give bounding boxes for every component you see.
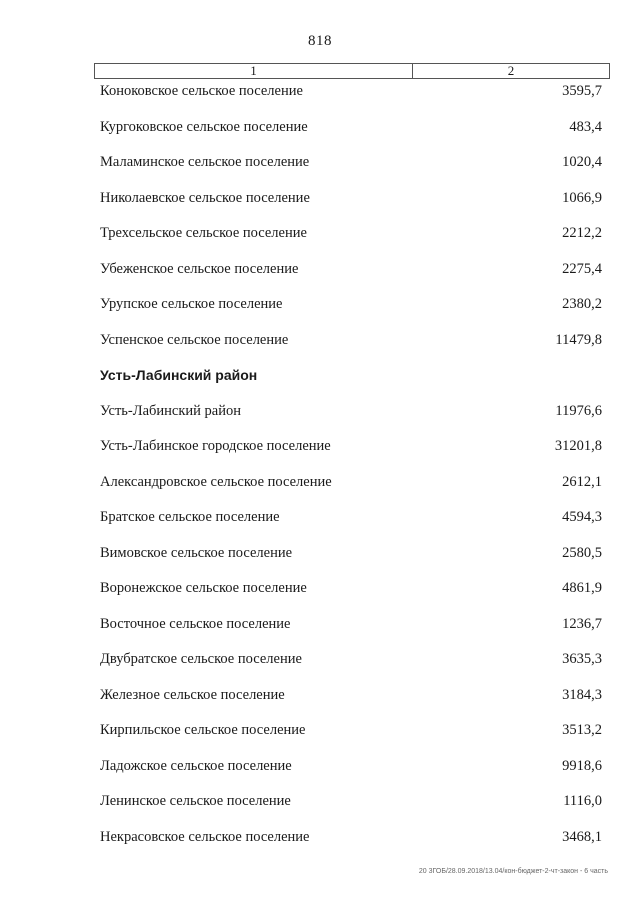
- row-name: Кирпильское сельское поселение: [100, 722, 306, 738]
- row-value: 3635,3: [562, 651, 602, 667]
- table-row: [100, 544, 602, 580]
- table-row: [100, 686, 602, 722]
- row-name: Маламинское сельское поселение: [100, 154, 310, 170]
- table-row: [100, 437, 602, 473]
- table-row: [100, 153, 602, 189]
- row-value: 4594,3: [562, 509, 602, 525]
- row-value: 9918,6: [562, 757, 602, 774]
- row-name: Усть-Лабинское городское поселение: [100, 438, 331, 454]
- row-name: Ленинское сельское поселение: [100, 793, 291, 809]
- row-name: Усть-Лабинский район: [100, 402, 241, 419]
- row-value: 2580,5: [562, 544, 602, 561]
- row-value: 4861,9: [562, 580, 602, 596]
- row-name: Усть-Лабинский район: [100, 367, 258, 383]
- row-name: Ладожское сельское поселение: [100, 757, 292, 774]
- page-number: 818: [308, 33, 332, 49]
- table-row: [100, 757, 602, 793]
- row-name: Двубратское сельское поселение: [100, 651, 302, 667]
- row-name: Вимовское сельское поселение: [100, 544, 293, 561]
- table-section-heading: [100, 366, 602, 402]
- row-value: 3513,2: [562, 722, 602, 738]
- table-row: [100, 331, 602, 367]
- table-body: [100, 82, 602, 863]
- table-row: [100, 473, 602, 509]
- row-value: 1236,7: [562, 615, 602, 632]
- table-row: [100, 82, 602, 118]
- row-value: 1066,9: [562, 189, 602, 206]
- table-header: [94, 63, 610, 79]
- column-header-2: 2: [507, 63, 515, 78]
- table-row: [100, 650, 602, 686]
- table-row: [100, 508, 602, 544]
- row-value: 2275,4: [562, 260, 602, 277]
- row-value: 31201,8: [554, 438, 602, 454]
- row-name: Успенское сельское поселение: [100, 331, 289, 348]
- row-value: 11976,6: [555, 402, 602, 419]
- row-name: Трехсельское сельское поселение: [100, 225, 307, 241]
- row-name: Некрасовское сельское поселение: [100, 828, 310, 845]
- table-row: [100, 721, 602, 757]
- row-name: Кургоковское сельское поселение: [100, 118, 308, 135]
- table-row: [100, 189, 602, 225]
- row-value: 11479,8: [555, 331, 602, 348]
- column-header-1: 1: [95, 64, 413, 78]
- row-value: 1116,0: [563, 793, 602, 809]
- table-row: [100, 260, 602, 296]
- footer-file-path: 20 3ГОБ/28.09.2018/13.04/кон-бюджет-2-чт-закон - 6 часть: [418, 868, 608, 875]
- table-row: [100, 615, 602, 651]
- row-name: Воронежское сельское поселение: [100, 580, 307, 596]
- row-value: 2380,2: [562, 296, 602, 312]
- row-value: 3184,3: [562, 686, 602, 703]
- table-row: [100, 118, 602, 154]
- row-value: 1020,4: [562, 154, 602, 170]
- row-name: Николаевское сельское поселение: [100, 189, 310, 206]
- table-row: [100, 792, 602, 828]
- row-name: Коноковское сельское поселение: [100, 83, 303, 99]
- row-value: 2212,2: [562, 225, 602, 241]
- table-row: [100, 579, 602, 615]
- row-name: Железное сельское поселение: [100, 686, 285, 703]
- row-value: 2612,1: [562, 473, 602, 490]
- row-value: 3468,1: [562, 828, 602, 845]
- row-name: Убеженское сельское поселение: [100, 260, 299, 277]
- table-row: [100, 828, 602, 864]
- row-name: Урупское сельское поселение: [100, 296, 283, 312]
- row-name: Александровское сельское поселение: [100, 473, 332, 490]
- row-name: Братское сельское поселение: [100, 509, 280, 525]
- row-value: 3595,7: [562, 83, 602, 99]
- table-row: [100, 402, 602, 438]
- row-value: 483,4: [569, 118, 602, 135]
- table-row: [100, 295, 602, 331]
- table-row: [100, 224, 602, 260]
- row-name: Восточное сельское поселение: [100, 615, 291, 632]
